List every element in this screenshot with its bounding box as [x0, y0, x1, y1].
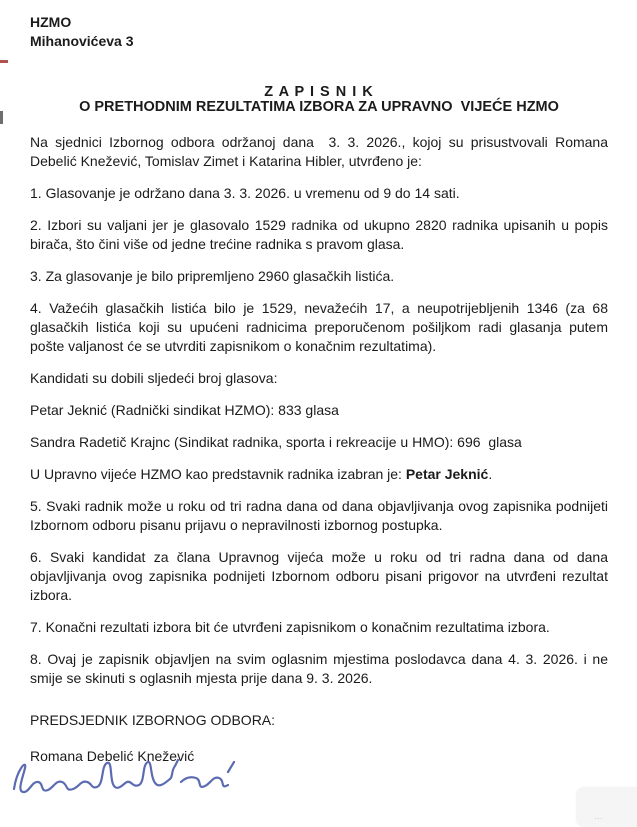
intro-paragraph: Na sjednici Izbornog odbora održanoj dana 3. 3. 2026., kojoj su prisustvovali Romana Debelić Knežević, Tomislav Zimet i Katarina Hibler, utvrđeno je:	[30, 134, 608, 169]
numbered-item-6: 6. Svaki kandidat za člana Upravnog vijeća može u roku od tri radna dana od dana objavljivanja ovog zapisnika podnijeti Izbornom odboru pisani prigovor na utvrđeni rezultat izbora.	[30, 549, 608, 603]
numbered-item-2: 2. Izbori su valjani jer je glasovalo 1529 radnika od ukupno 2820 radnika upisanih u popis birača, što čini više od jedne trećine radnika s pravom glasa.	[30, 217, 608, 252]
candidates-heading: Kandidati su dobili sljedeći broj glasova:	[30, 370, 278, 386]
org-address: Mihanovićeva 3	[30, 33, 134, 49]
ellipsis-icon: …	[594, 811, 605, 821]
document-subtitle: O PRETHODNIM REZULTATIMA IZBORA ZA UPRAVNO VIJEĆE HZMO	[79, 99, 559, 115]
numbered-item-7: 7. Konačni rezultati izbora bit će utvrđeni zapisnikom o konačnim rezultatima izbora.	[30, 619, 550, 635]
candidate-line-2: Sandra Radetič Krajnc (Sindikat radnika, sporta i rekreacije u HMO): 696 glasa	[30, 434, 522, 450]
org-name: HZMO	[30, 14, 72, 30]
elected-name: Petar Jeknić	[405, 466, 489, 482]
elected-line	[30, 465, 608, 484]
numbered-item-1: 1. Glasovanje je održano dana 3. 3. 2026. u vremenu od 9 do 14 sati.	[30, 185, 460, 201]
chairman-heading: PREDSJEDNIK IZBORNOG ODBORA:	[30, 712, 276, 728]
numbered-item-8: 8. Ovaj je zapisnik objavljen na svim oglasnim mjestima poslodavca dana 4. 3. 2026. i ne smije se skinuti s oglasnih mjesta prije dana 9. 3. 2026.	[30, 651, 608, 686]
candidate-line-1: Petar Jeknić (Radnički sindikat HZMO): 833 glasa	[30, 402, 339, 418]
elected-suffix: .	[488, 466, 493, 482]
elected-prefix: U Upravno vijeće HZMO kao predstavnik radnika izabran je:	[30, 466, 406, 482]
document-page	[30, 13, 608, 766]
numbered-item-5: 5. Svaki radnik može u roku od tri radna dana od dana objavljivanja ovog zapisnika podnijeti Izbornom odboru pisanu prijavu o nepravilnosti izbornog postupka.	[30, 498, 608, 533]
numbered-item-4: 4. Važećih glasačkih listića bilo je 1529, nevažećih 17, a neupotrijebljenih 1346 (za 68 glasačkih listića koji su upućeni radnicima preporučenom pošiljkom radi glasanja putem pošte valjanost će se utvrditi zapisnikom o konačnim rezultatima).	[30, 300, 608, 354]
signatory-name: Romana Debelić Knežević	[30, 748, 195, 764]
scan-artifact-dark-mark	[0, 111, 3, 124]
scan-artifact-red-mark	[0, 60, 8, 63]
document-title: Z A P I S N I K	[264, 84, 374, 100]
numbered-item-3: 3. Za glasovanje je bilo pripremljeno 2960 glasačkih listića.	[30, 268, 395, 284]
floating-overlay-widget[interactable]	[576, 787, 637, 827]
